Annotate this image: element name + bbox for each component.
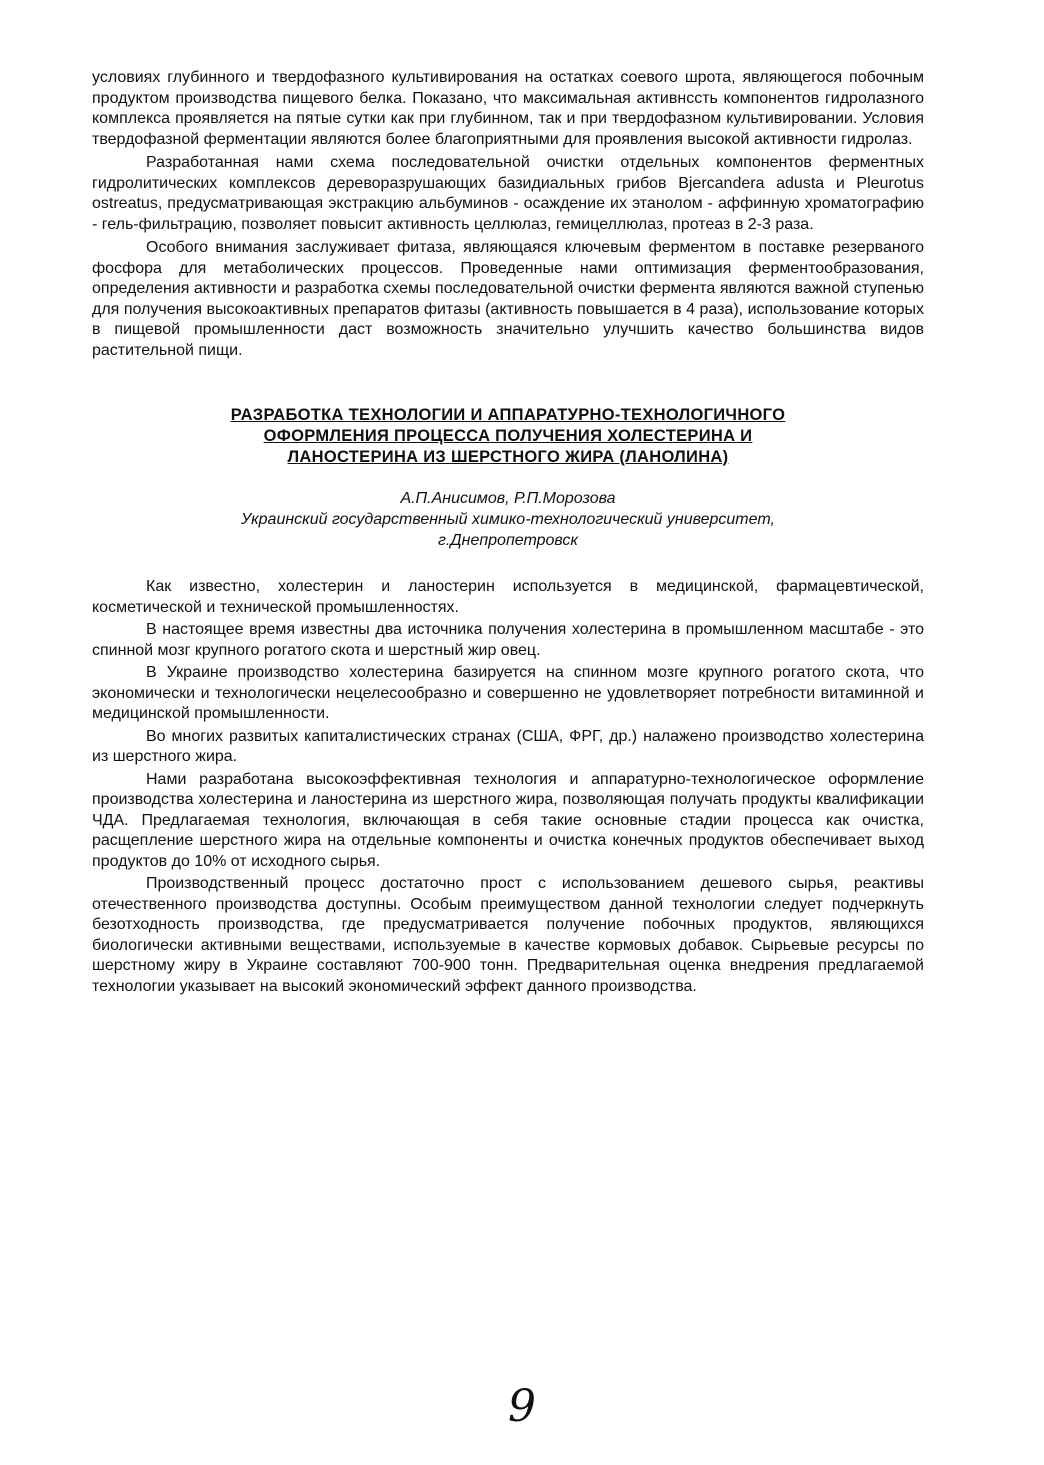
city: г.Днепропетровск [438, 532, 578, 549]
author-names: А.П.Анисимов, Р.П.Морозова [400, 490, 616, 507]
paragraph: В Украине производство холестерина базируется на спинном мозге крупного рогатого скота, что экономически и технологически нецелесообразно и совершенно не удовлетворяет потребности витаминной и медицинской промышленности. [92, 664, 924, 722]
title-line: ЛАНОСТЕРИНА ИЗ ШЕРСТНОГО ЖИРА (ЛАНОЛИНА) [287, 448, 729, 466]
paragraph: Нами разработана высокоэффективная технология и аппаратурно-технологическое оформление производства холестерина и ланостерина из шерстного жира, позволяющая получать продукты квалификации ЧДА. Предлагаемая технология, включающая в себя такие основные стадии процесса как очистка, расщепление шерстного жира на отдельные компоненты и очистка конечных продуктов обеспечивает выход продуктов до 10% от исходного сырья. [92, 770, 924, 870]
paragraph: Производственный процесс достаточно прост с использованием дешевого сырья, реактивы отечественного производства доступны. Особым преимуществом данной технологии следует подчеркнуть безотходность производства, где предусматривается получение побочных продуктов, являющихся биологически активными веществами, используемые в качестве кормовых добавок. Сырьевые ресурсы по шерстному жиру в Украине составляют 700-900 тонн. Предварительная оценка внедрения предлагаемой технологии указывает на высокий экономический эффект данного производства. [92, 875, 924, 995]
page-number: 9 [508, 1381, 536, 1432]
article-title [92, 405, 924, 468]
author-block [92, 488, 924, 551]
paragraph: условиях глубинного и твердофазного культивирования на остатках соевого шрота, являющегося побочным продуктом производства пищевого белка. Показано, что максимальная активнсcть компонентов гидролазного комплекса проявляется на пятые сутки как при глубинном, так и при твердофазном культивировании. Условия твердофазной ферментации являются более благоприятными для проявления высокой активности гидролаз. [92, 69, 924, 148]
section-continuation [92, 68, 924, 361]
page-content [92, 68, 924, 999]
title-line: ОФОРМЛЕНИЯ ПРОЦЕССА ПОЛУЧЕНИЯ ХОЛЕСТЕРИНА И [263, 427, 753, 445]
paragraph: Как известно, холестерин и ланостерин используется в медицинской, фармацевтической, косметической и технической промышленностях. [92, 578, 924, 616]
title-line: РАЗРАБОТКА ТЕХНОЛОГИИ И АППАРАТУРНО-ТЕХНОЛОГИЧНОГО [230, 406, 786, 424]
paragraph: Во многих развитых капиталистических странах (США, ФРГ, др.) налажено производство холестерина из шерстного жира. [92, 727, 924, 765]
paragraph: Разработанная нами схема последовательной очистки отдельных компонентов ферментных гидролитических комплексов дереворазрушающих базидиальных грибов Bjercandera adusta и Pleurotus ostreatus, предусматривающая экстракцию альбуминов - осаждение их этанолом - аффинную хроматографию - гель-фильтрацию, позволяет повысит активность целлюлаз, гемицеллюлаз, протеаз в 2-3 раза. [92, 154, 924, 233]
paragraph: Особого внимания заслуживает фитаза, являющаяся ключевым ферментом в поставке резерваного фосфора для метаболических процессов. Проведенные нами оптимизация ферментообразования, определения активности и разработка схемы последовательной очистки фермента являются важной ступенью для получения высокоактивных препаратов фитазы (активность повышается в 4 раза), использование которых в пищевой промышленности даст возможность значительно улучшить качество большинства видов растительной пищи. [92, 239, 924, 359]
article-body [92, 577, 924, 997]
paragraph: В настоящее время известны два источника получения холестерина в промышленном масштабе - это спинной мозг крупного рогатого скота и шерстный жир овец. [92, 621, 924, 659]
affiliation: Украинский государственный химико-технологический университет, [241, 511, 775, 528]
